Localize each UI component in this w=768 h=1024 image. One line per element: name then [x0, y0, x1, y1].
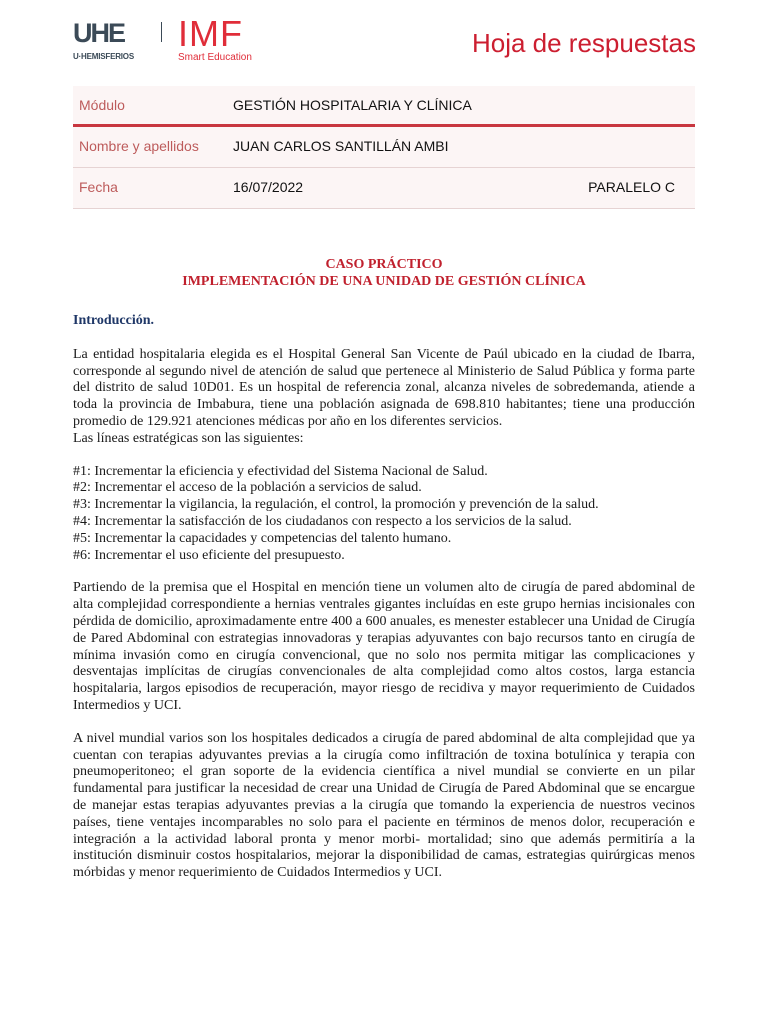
imf-logo-mark: IMF: [178, 13, 243, 54]
strategic-lines-list: [73, 464, 695, 565]
strategic-line-item: #5: Incrementar la capacidades y competencias del talento humano.: [73, 530, 452, 546]
strategic-line-item: #1: Incrementar la eficiencia y efectividad del Sistema Nacional de Salud.: [73, 463, 488, 479]
strategic-line-item: #4: Incrementar la satisfacción de los ciudadanos con respecto a los servicios de la salud.: [73, 513, 572, 529]
fecha-label: Fecha: [79, 179, 118, 195]
imf-logo-subtitle: Smart Education: [178, 52, 252, 63]
info-row-nombre: [73, 127, 695, 168]
intro-paragraph-2: Partiendo de la premisa que el Hospital en mención tiene un volumen alto de cirugía de pared abdominal de alta complejidad correspondiente a hernias ventrales gigantes incluídas en este grupo hernias incisionales con pérdida de domicilio, aproximadamente entre 400 a 600 anuales, es menester establecer una Unidad de Cirugía de Pared Abdominal con estrategias innovadoras y terapias adyuvantes con bajo recursos tanto en cirugía de mínima invasión como en cirugía convencional, que no solo nos permita mitigar las complicaciones y desventajas implícitas de cirugías convencionales de alta complejidad como altos costos, larga estancia hospitalaria, largos episodios de recuperación, mayor riesgo de recidiva y mayor requerimiento de Cuidados Intermedios y UCI.: [73, 580, 695, 713]
modulo-label: Módulo: [79, 97, 125, 113]
intro-paragraph-3: A nivel mundial varios son los hospitales dedicados a cirugía de pared abdominal de alta complejidad que ya cuentan con terapias adyuvantes previas a la cirugía como infiltración de toxina botulínica y terapia con pneumoperitoneo; el gran soporte de la evidencia científica a nivel mundial se convierte en un pilar fundamental para justificar la necesidad de crear una Unidad de Cirugía de Pared Abdominal que se encargue de manejar estas terapias adyuvantes previas a la cirugía que tomando la experiencia de nuestros vecinos países, tiene ventajes incomparables no solo para el paciente en términos de menos dolor, recuperación e integración a la actividad laboral pronta y menor morbi- mortalidad; sino que además permitiría a la institución disminuir costos hospitalarios, mejorar la disponibilidad de camas, estrategias quirúrgicas menos mórbidas y menor requerimiento de Cuidados Intermedios y UCI.: [73, 730, 695, 881]
logo-divider: [161, 22, 162, 42]
strategic-line-item: #3: Incrementar la vigilancia, la regulación, el control, la promoción y prevención de la salud.: [73, 497, 599, 513]
nombre-label: Nombre y apellidos: [79, 138, 199, 154]
imf-logo: [178, 13, 298, 64]
info-row-fecha: [73, 168, 695, 209]
case-title-line2: IMPLEMENTACIÓN DE UNA UNIDAD DE GESTIÓN CLÍNICA: [182, 274, 586, 289]
nombre-value: JUAN CARLOS SANTILLÁN AMBI: [233, 138, 449, 154]
paralelo-value: PARALELO C: [588, 179, 675, 195]
strategic-line-item: #6: Incrementar el uso eficiente del presupuesto.: [73, 547, 345, 563]
strategic-line-item: #2: Incrementar el acceso de la población a servicios de salud.: [73, 480, 422, 496]
info-row-modulo: [73, 86, 695, 127]
case-title-line1: CASO PRÁCTICO: [325, 257, 443, 272]
uhe-logo-mark: UHE: [73, 18, 125, 48]
document-title: Hoja de respuestas: [471, 28, 696, 58]
modulo-value: GESTIÓN HOSPITALARIA Y CLÍNICA: [233, 97, 472, 113]
uhe-logo: [73, 20, 153, 62]
uhe-logo-subtitle: U·HEMISFERIOS: [73, 52, 134, 61]
fecha-value: 16/07/2022: [233, 179, 304, 195]
student-info-table: [73, 86, 695, 209]
intro-paragraph-1: La entidad hospitalaria elegida es el Hospital General San Vicente de Paúl ubicado en la ciudad de Ibarra, corresponde al segundo nivel de atención de salud que pertenece al Ministerio de Salud Pública y forma parte del distrito de salud 10D01. Es un hospital de referencia zonal, alcanza niveles de sobredemanda, atiende a toda la provincia de Imbabura, tiene una población asignada de 698.810 habitantes; tiene una producción promedio de 129.921 atenciones médicas por año en los diferentes servicios.: [73, 346, 695, 429]
intro-heading: Introducción.: [73, 313, 155, 328]
strategic-lines-intro: Las líneas estratégicas son las siguientes:: [73, 430, 304, 446]
document-body: [73, 256, 695, 882]
